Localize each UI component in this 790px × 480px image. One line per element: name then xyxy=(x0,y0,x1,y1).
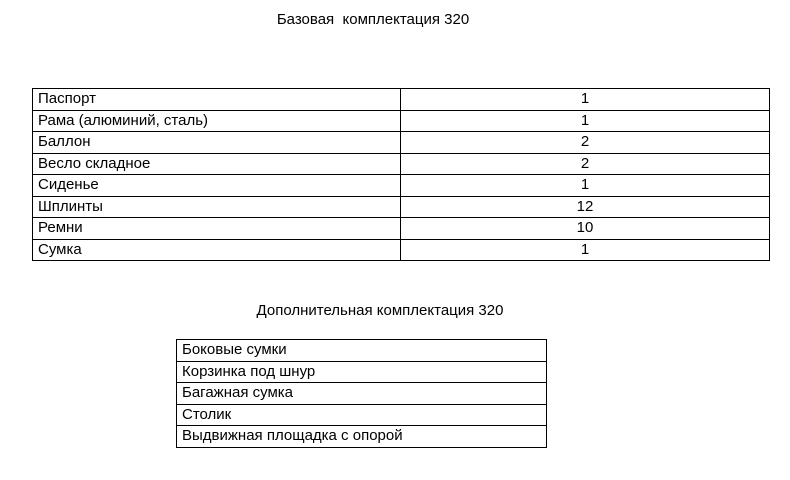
item-name-cell: Ремни xyxy=(33,218,401,240)
item-qty-cell: 1 xyxy=(401,239,770,261)
item-name-cell: Багажная сумка xyxy=(177,383,547,405)
item-name-cell: Сумка xyxy=(33,239,401,261)
table-row xyxy=(177,340,547,362)
item-qty-cell: 2 xyxy=(401,132,770,154)
table-row xyxy=(33,175,770,197)
table-row xyxy=(33,89,770,111)
table-row xyxy=(177,404,547,426)
item-name-cell: Шплинты xyxy=(33,196,401,218)
item-qty-cell: 2 xyxy=(401,153,770,175)
base-kit-table xyxy=(32,88,770,261)
table-row xyxy=(177,426,547,448)
item-name-cell: Выдвижная площадка с опорой xyxy=(177,426,547,448)
item-qty-cell: 1 xyxy=(401,89,770,111)
item-name-cell: Боковые сумки xyxy=(177,340,547,362)
item-name-cell: Столик xyxy=(177,404,547,426)
table-row xyxy=(33,196,770,218)
item-qty-cell: 12 xyxy=(401,196,770,218)
table-row xyxy=(177,361,547,383)
item-name-cell: Рама (алюминий, сталь) xyxy=(33,110,401,132)
table-row xyxy=(33,132,770,154)
item-qty-cell: 1 xyxy=(401,175,770,197)
item-qty-cell: 1 xyxy=(401,110,770,132)
table-row xyxy=(33,239,770,261)
item-name-cell: Сиденье xyxy=(33,175,401,197)
item-name-cell: Баллон xyxy=(33,132,401,154)
table-row xyxy=(33,110,770,132)
table-row xyxy=(33,218,770,240)
base-kit-title: Базовая комплектация 320 xyxy=(276,11,470,28)
item-name-cell: Паспорт xyxy=(33,89,401,111)
item-name-cell: Корзинка под шнур xyxy=(177,361,547,383)
item-qty-cell: 10 xyxy=(401,218,770,240)
item-name-cell: Весло складное xyxy=(33,153,401,175)
extra-kit-table xyxy=(176,339,547,448)
extra-kit-title: Дополнительная комплектация 320 xyxy=(256,302,504,319)
table-row xyxy=(33,153,770,175)
table-row xyxy=(177,383,547,405)
